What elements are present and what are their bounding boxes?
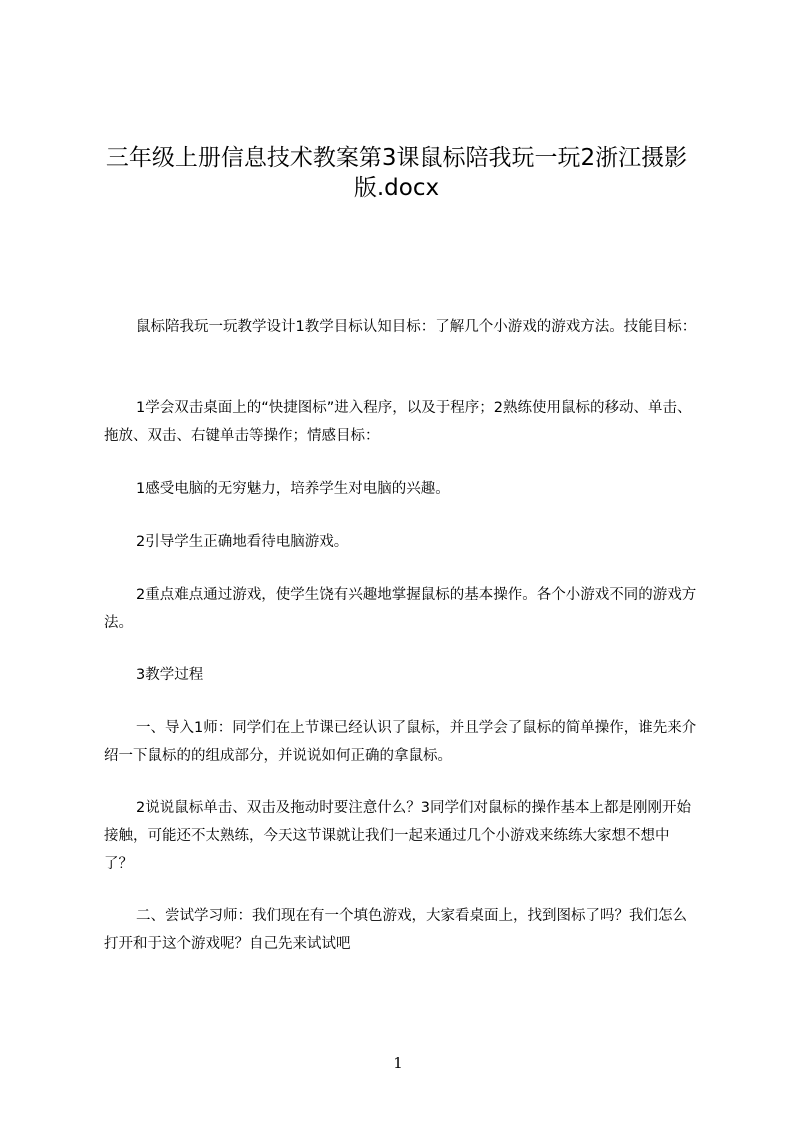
paragraph-introduction: 一、导入1师：同学们在上节课已经认识了鼠标，并且学会了鼠标的简单操作，谁先来介绍一下鼠标的的组成部分，并说说如何正确的拿鼠标。 — [104, 720, 697, 764]
page-number: 1 — [393, 1054, 403, 1072]
document-title: 三年级上册信息技术教案第3课鼠标陪我玩一玩2浙江摄影版.docx — [105, 145, 688, 201]
paragraph-skill-goals: 1学会双击桌面上的“快捷图标”进入程序，以及于程序；2熟练使用鼠标的移动、单击、拖放、双击、右键单击等操作；情感目标： — [104, 400, 692, 444]
paragraph-mouse-practice: 2说说鼠标单击、双击及拖动时要注意什么？3同学们对鼠标的操作基本上都是刚刚开始接触，可能还不太熟练，今天这节课就让我们一起来通过几个小游戏来练练大家想不想中了？ — [104, 800, 691, 872]
paragraph-key-points: 2重点难点通过游戏，使学生饶有兴趣地掌握鼠标的基本操作。各个小游戏不同的游戏方法。 — [104, 587, 697, 631]
paragraph-trial-learning: 二、尝试学习师：我们现在有一个填色游戏，大家看桌面上，找到图标了吗？我们怎么打开和于这个游戏呢？自己先来试试吧 — [104, 908, 687, 952]
paragraph-emotion-goal-1: 1感受电脑的无穷魅力，培养学生对电脑的兴趣。 — [136, 481, 450, 497]
paragraph-emotion-goal-2: 2引导学生正确地看待电脑游戏。 — [136, 534, 349, 550]
paragraph-process-heading: 3教学过程 — [136, 667, 204, 683]
paragraph-teaching-goals: 鼠标陪我玩一玩教学设计1教学目标认知目标：了解几个小游戏的游戏方法。技能目标： — [136, 319, 697, 335]
